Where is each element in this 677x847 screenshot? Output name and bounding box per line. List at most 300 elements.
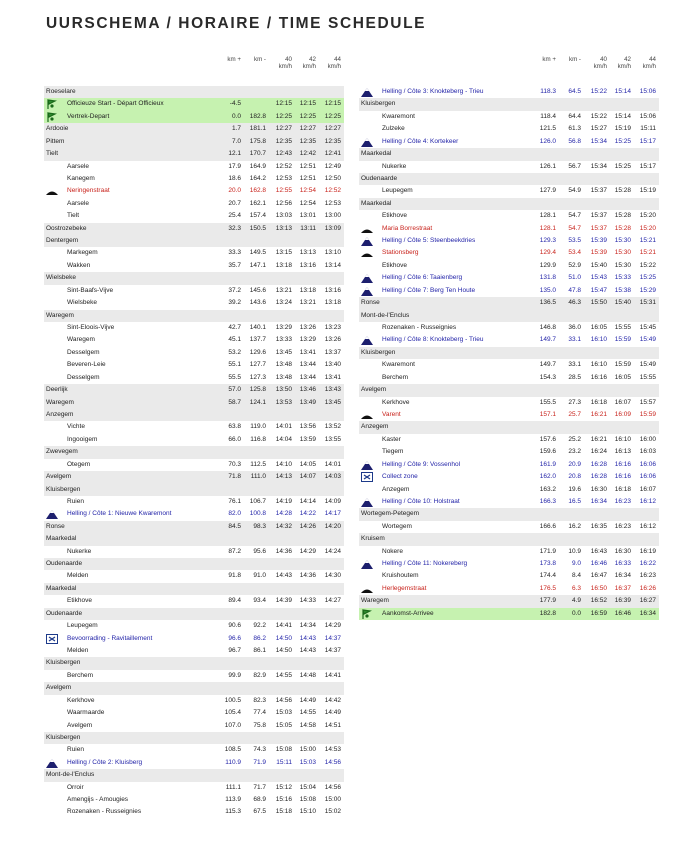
km-minus-value: 47.8 — [568, 286, 581, 294]
header-km-minus: km - — [253, 56, 266, 63]
time-42: 13:59 — [299, 435, 316, 443]
time-44: 13:26 — [324, 336, 341, 344]
km-plus-value: 1.7 — [231, 125, 241, 133]
km-minus-value: 75.8 — [253, 721, 266, 729]
schedule-row — [359, 247, 659, 259]
place-name: Maarkedal — [46, 535, 77, 543]
km-minus-value: 149.5 — [249, 249, 266, 257]
place-name: Ruien — [67, 746, 84, 754]
time-42: 13:41 — [299, 348, 316, 356]
time-40: 12:35 — [275, 137, 292, 145]
time-44: 14:37 — [324, 634, 341, 642]
time-44: 12:41 — [324, 150, 341, 158]
time-44: 14:53 — [324, 746, 341, 754]
km-minus-value: 71.7 — [253, 783, 266, 791]
km-minus-value: 127.7 — [249, 361, 266, 369]
time-40: 14:32 — [275, 522, 292, 530]
place-name: Kluisbergen — [46, 485, 81, 493]
time-42: 12:25 — [299, 112, 316, 120]
place-name: Waregem — [67, 336, 95, 344]
place-name: Kwaremont — [382, 361, 415, 369]
schedule-row — [44, 434, 344, 446]
place-name: Sint-Baafs-Vijve — [67, 286, 114, 294]
schedule-row-town — [359, 384, 659, 396]
place-name: Wielsbeke — [67, 299, 97, 307]
place-name: Zwevegem — [46, 448, 78, 456]
km-minus-value: 67.5 — [253, 808, 266, 816]
km-minus-value: 71.9 — [253, 758, 266, 766]
time-40: 12:25 — [275, 112, 292, 120]
km-minus-value: 51.0 — [568, 274, 581, 282]
place-name: Amengijs - Amougies — [67, 796, 129, 804]
km-plus-value: 58.7 — [228, 398, 241, 406]
time-44: 13:14 — [324, 261, 341, 269]
time-40: 12:55 — [275, 187, 292, 195]
time-40: 13:33 — [275, 336, 292, 344]
time-40: 15:22 — [590, 88, 607, 95]
km-plus-value: 155.5 — [539, 398, 556, 406]
time-40: 15:50 — [590, 299, 607, 307]
schedule-row-town — [44, 732, 344, 744]
place-name: Avelgem — [46, 684, 72, 692]
time-42: 14:49 — [299, 696, 316, 704]
time-40: 16:05 — [590, 324, 607, 332]
time-42: 14:07 — [299, 473, 316, 481]
km-minus-value: 129.6 — [249, 348, 266, 356]
time-40: 16:16 — [590, 373, 607, 381]
time-42: 14:05 — [299, 460, 316, 468]
schedule-row-town — [44, 310, 344, 322]
time-42: 13:44 — [299, 373, 316, 381]
schedule-row — [359, 459, 659, 471]
time-40: 16:34 — [590, 497, 607, 505]
header-42: 42 km/h — [302, 56, 316, 70]
km-plus-value: 96.6 — [228, 634, 241, 642]
cobbles-icon — [361, 248, 373, 258]
km-plus-value: 12.1 — [228, 150, 241, 158]
km-plus-value: 84.5 — [228, 522, 241, 530]
schedule-row — [44, 744, 344, 756]
place-name: Markegem — [67, 249, 98, 257]
time-40: 16:47 — [590, 572, 607, 580]
time-42: 16:09 — [614, 410, 631, 418]
place-name: Aarsele — [67, 199, 90, 207]
schedule-row — [359, 86, 659, 98]
schedule-row — [44, 334, 344, 346]
time-42: 12:54 — [299, 187, 316, 195]
time-40: 12:56 — [275, 199, 292, 207]
km-minus-value: 64.4 — [568, 112, 581, 120]
place-name: Vertrek-Depart — [67, 112, 110, 120]
km-plus-value: -4.5 — [229, 100, 241, 108]
km-plus-value: 126.1 — [539, 162, 556, 170]
time-42: 14:22 — [299, 510, 316, 518]
km-minus-value: 53.4 — [568, 249, 581, 257]
time-42: 15:14 — [614, 112, 631, 120]
time-44: 12:50 — [324, 174, 341, 182]
km-plus-value: 42.7 — [228, 324, 241, 332]
time-44: 15:19 — [639, 187, 656, 195]
km-minus-value: 56.8 — [568, 137, 581, 145]
time-42: 16:37 — [614, 584, 631, 592]
time-44: 13:10 — [324, 249, 341, 257]
km-minus-value: 86.2 — [253, 634, 266, 642]
schedule-row — [44, 620, 344, 632]
time-44: 16:06 — [639, 460, 656, 468]
km-minus-value: 162.1 — [249, 199, 266, 207]
place-name: Sint-Eloois-Vijve — [67, 324, 115, 332]
place-name: Beveren-Leie — [67, 361, 106, 369]
km-minus-value: 112.5 — [250, 460, 266, 468]
time-44: 15:11 — [640, 125, 656, 133]
km-plus-value: 135.0 — [539, 286, 556, 294]
time-40: 16:10 — [590, 361, 607, 369]
km-minus-value: 28.5 — [568, 373, 581, 381]
km-plus-value: 157.6 — [539, 435, 556, 443]
climb-icon — [361, 335, 373, 345]
place-name: Anzegem — [382, 485, 410, 493]
time-44: 13:09 — [324, 224, 341, 232]
place-name: Ardooie — [46, 125, 69, 133]
schedule-row — [44, 185, 344, 197]
place-name: Roeselare — [46, 88, 76, 95]
schedule-row — [359, 285, 659, 297]
km-minus-value: 10.9 — [568, 547, 581, 555]
time-44: 14:17 — [324, 510, 341, 518]
km-minus-value: 33.1 — [568, 336, 581, 344]
km-plus-value: 110.9 — [225, 758, 241, 766]
schedule-row-town — [359, 297, 659, 309]
place-name: Wakken — [67, 261, 91, 269]
time-44: 15:59 — [639, 410, 656, 418]
km-minus-value: 124.1 — [249, 398, 266, 406]
time-44: 15:20 — [639, 224, 656, 232]
place-name: Leupegem — [67, 622, 98, 630]
time-40: 13:45 — [275, 348, 292, 356]
flag-icon — [46, 112, 58, 122]
km-minus-value: 140.1 — [249, 324, 266, 332]
time-44: 15:21 — [639, 237, 656, 245]
time-44: 15:06 — [639, 88, 656, 95]
place-name: Aankomst-Arrivee — [382, 609, 434, 617]
place-name: Avelgem — [67, 721, 93, 729]
place-name: Kerkhove — [67, 696, 95, 704]
schedule-row — [359, 496, 659, 508]
time-40: 16:50 — [590, 584, 607, 592]
schedule-row — [44, 695, 344, 707]
time-44: 16:03 — [639, 448, 656, 456]
time-40: 12:52 — [275, 162, 292, 170]
km-minus-value: 23.2 — [568, 448, 581, 456]
schedule-column-right — [359, 56, 659, 620]
place-name: Nukerke — [67, 547, 92, 555]
schedule-row-town — [44, 235, 344, 247]
time-44: 16:34 — [639, 609, 656, 617]
schedule-row-town — [44, 148, 344, 160]
time-44: 13:43 — [324, 386, 341, 394]
time-40: 15:08 — [275, 746, 292, 754]
time-44: 13:55 — [324, 435, 341, 443]
km-minus-value: 181.1 — [249, 125, 266, 133]
km-plus-value: 128.1 — [539, 212, 556, 220]
time-40: 14:39 — [275, 597, 292, 605]
time-44: 14:56 — [324, 783, 341, 791]
time-42: 13:26 — [299, 324, 316, 332]
place-name: Orroir — [67, 783, 84, 791]
time-42: 16:39 — [614, 597, 631, 605]
place-name: Ingooigem — [67, 435, 98, 443]
place-name: Wielsbeke — [46, 274, 76, 282]
km-minus-value: 74.3 — [253, 746, 266, 754]
cobbles-icon — [46, 186, 58, 196]
km-plus-value: 39.2 — [228, 299, 241, 307]
time-42: 13:46 — [299, 386, 316, 394]
time-40: 13:15 — [275, 249, 292, 257]
schedule-rows — [44, 86, 344, 819]
km-plus-value: 53.2 — [228, 348, 241, 356]
flag-icon — [46, 99, 58, 109]
schedule-row-town — [44, 86, 344, 98]
time-44: 14:01 — [324, 460, 341, 468]
place-name: Oostrozebeke — [46, 224, 87, 232]
time-40: 14:41 — [275, 622, 292, 630]
place-name: Helling / Côte 2: Kluisberg — [67, 758, 143, 766]
schedule-row-town — [359, 347, 659, 359]
place-name: Mont-de-l'Enclus — [46, 771, 95, 779]
km-plus-value: 20.0 — [228, 187, 241, 195]
time-40: 13:18 — [275, 261, 292, 269]
schedule-row — [44, 806, 344, 818]
time-42: 12:42 — [299, 150, 316, 158]
place-name: Mont-de-l'Enclus — [361, 311, 410, 319]
km-minus-value: 164.2 — [249, 174, 266, 182]
schedule-row — [44, 372, 344, 384]
time-44: 12:53 — [324, 199, 341, 207]
time-44: 15:02 — [324, 808, 341, 816]
time-42: 16:16 — [614, 473, 631, 481]
time-44: 15:55 — [639, 373, 656, 381]
time-44: 15:31 — [639, 299, 656, 307]
time-40: 14:56 — [275, 696, 292, 704]
km-minus-value: 54.7 — [568, 224, 581, 232]
schedule-row — [359, 546, 659, 558]
time-40: 14:13 — [275, 473, 292, 481]
time-42: 15:14 — [614, 88, 631, 95]
time-42: 14:43 — [299, 646, 316, 654]
time-44: 16:00 — [639, 435, 656, 443]
time-40: 15:12 — [275, 783, 292, 791]
time-42: 15:30 — [614, 261, 631, 269]
place-name: Tiegem — [382, 448, 404, 456]
km-minus-value: 25.7 — [568, 410, 581, 418]
time-40: 14:04 — [275, 435, 292, 443]
schedule-row — [44, 173, 344, 185]
schedule-row — [359, 434, 659, 446]
time-42: 14:48 — [299, 671, 316, 679]
km-minus-value: 119.0 — [250, 423, 266, 431]
time-42: 15:28 — [614, 224, 631, 232]
km-minus-value: 27.3 — [568, 398, 581, 406]
km-plus-value: 45.1 — [228, 336, 241, 344]
km-plus-value: 113.9 — [225, 796, 241, 804]
schedule-row-town — [44, 533, 344, 545]
schedule-rows — [359, 86, 659, 620]
time-40: 13:48 — [275, 361, 292, 369]
schedule-row-town — [44, 409, 344, 421]
km-minus-value: 53.5 — [568, 237, 581, 245]
km-plus-value: 118.4 — [540, 112, 556, 120]
place-name: Kluisbergen — [46, 733, 81, 741]
schedule-row-town — [44, 384, 344, 396]
time-40: 13:13 — [275, 224, 292, 232]
place-name: Kaster — [382, 435, 401, 443]
km-plus-value: 146.8 — [539, 324, 556, 332]
schedule-row — [359, 223, 659, 235]
schedule-row — [44, 645, 344, 657]
km-minus-value: 61.3 — [568, 125, 581, 133]
schedule-row-town — [359, 98, 659, 110]
km-plus-value: 162.0 — [539, 473, 556, 481]
schedule-row-town — [44, 272, 344, 284]
km-plus-value: 129.9 — [539, 261, 556, 269]
place-name: Berchem — [67, 671, 94, 679]
time-42: 16:34 — [614, 572, 631, 580]
time-42: 16:33 — [614, 560, 631, 568]
time-42: 15:38 — [614, 286, 631, 294]
time-44: 16:12 — [639, 497, 656, 505]
km-plus-value: 96.7 — [228, 646, 241, 654]
time-44: 15:22 — [639, 261, 656, 269]
time-42: 15:19 — [614, 125, 631, 133]
schedule-row — [359, 372, 659, 384]
km-minus-value: 16.2 — [568, 522, 581, 530]
place-name: Kanegem — [67, 174, 95, 182]
schedule-row-town — [359, 310, 659, 322]
time-40: 13:24 — [275, 299, 292, 307]
place-name: Dentergem — [46, 237, 79, 245]
schedule-row-town — [44, 484, 344, 496]
time-40: 14:19 — [275, 497, 292, 505]
time-44: 14:56 — [324, 758, 341, 766]
time-42: 15:00 — [299, 746, 316, 754]
km-plus-value: 128.1 — [539, 224, 556, 232]
climb-icon — [46, 758, 58, 768]
place-name: Helling / Côte 7: Berg Ten Houte — [382, 286, 476, 294]
place-name: Zulzeke — [382, 125, 405, 133]
time-40: 14:55 — [275, 671, 292, 679]
climb-icon — [361, 497, 373, 507]
time-42: 14:26 — [299, 522, 316, 530]
time-40: 16:35 — [590, 522, 607, 530]
time-42: 15:59 — [614, 361, 631, 369]
km-minus-value: 9.0 — [571, 560, 581, 568]
km-plus-value: 35.7 — [228, 261, 241, 269]
time-40: 15:22 — [590, 112, 607, 120]
time-40: 13:53 — [275, 398, 292, 406]
schedule-row — [44, 720, 344, 732]
km-plus-value: 89.4 — [228, 597, 241, 605]
km-plus-value: 154.3 — [539, 373, 556, 381]
place-name: Kluisbergen — [361, 100, 396, 108]
schedule-row-town — [44, 136, 344, 148]
time-44: 14:29 — [324, 622, 341, 630]
km-minus-value: 145.6 — [249, 286, 266, 294]
time-42: 13:21 — [299, 299, 316, 307]
time-42: 14:34 — [299, 622, 316, 630]
schedule-row — [44, 347, 344, 359]
time-44: 15:17 — [639, 137, 656, 145]
time-44: 14:41 — [324, 671, 341, 679]
schedule-row — [44, 459, 344, 471]
header-km-plus: km + — [227, 56, 241, 63]
km-minus-value: 116.8 — [250, 435, 266, 443]
time-40: 16:52 — [590, 597, 607, 605]
time-44: 15:06 — [639, 112, 656, 120]
km-plus-value: 115.3 — [225, 808, 241, 816]
km-minus-value: 36.0 — [568, 324, 581, 332]
time-42: 16:18 — [614, 485, 631, 493]
km-plus-value: 90.6 — [228, 622, 241, 630]
time-42: 15:08 — [299, 796, 316, 804]
feed-icon — [46, 634, 58, 644]
time-44: 16:27 — [639, 597, 656, 605]
time-40: 15:11 — [276, 758, 292, 766]
place-name: Nukerke — [382, 162, 407, 170]
km-minus-value: 68.9 — [253, 796, 266, 804]
time-40: 15:40 — [590, 261, 607, 269]
place-name: Pittem — [46, 137, 65, 145]
schedule-row-town — [359, 198, 659, 210]
km-minus-value: 95.6 — [253, 547, 266, 555]
time-40: 14:10 — [275, 460, 292, 468]
time-42: 13:13 — [299, 249, 316, 257]
time-44: 16:12 — [639, 522, 656, 530]
km-plus-value: 71.8 — [228, 473, 241, 481]
place-name: Desselgem — [67, 373, 100, 381]
time-42: 12:54 — [299, 199, 316, 207]
time-40: 14:50 — [275, 634, 292, 642]
time-40: 15:47 — [590, 286, 607, 294]
time-44: 14:37 — [324, 646, 341, 654]
schedule-row — [359, 334, 659, 346]
time-42: 13:11 — [300, 224, 316, 232]
time-44: 12:52 — [324, 187, 341, 195]
schedule-row-town — [44, 471, 344, 483]
km-minus-value: 52.9 — [568, 261, 581, 269]
place-name: Varent — [382, 410, 401, 418]
time-40: 13:21 — [275, 286, 292, 294]
schedule-row-town — [359, 173, 659, 185]
time-42: 14:36 — [299, 572, 316, 580]
time-40: 15:03 — [275, 709, 292, 717]
km-minus-value: 182.8 — [249, 112, 266, 120]
schedule-row — [44, 782, 344, 794]
place-name: Maarkedal — [361, 150, 392, 158]
place-name: Nokere — [382, 547, 403, 555]
km-plus-value: 100.5 — [224, 696, 241, 704]
km-minus-value: 170.7 — [249, 150, 266, 158]
km-plus-value: 33.3 — [228, 249, 241, 257]
km-minus-value: 46.3 — [568, 299, 581, 307]
schedule-row — [359, 409, 659, 421]
place-name: Helling / Côte 10: Holstraat — [382, 497, 460, 505]
cobbles-icon — [361, 224, 373, 234]
flag-icon — [361, 609, 373, 619]
time-44: 14:24 — [324, 547, 341, 555]
km-plus-value: 0.0 — [231, 112, 241, 120]
km-plus-value: 118.3 — [540, 88, 556, 95]
km-minus-value: 157.4 — [249, 212, 266, 220]
